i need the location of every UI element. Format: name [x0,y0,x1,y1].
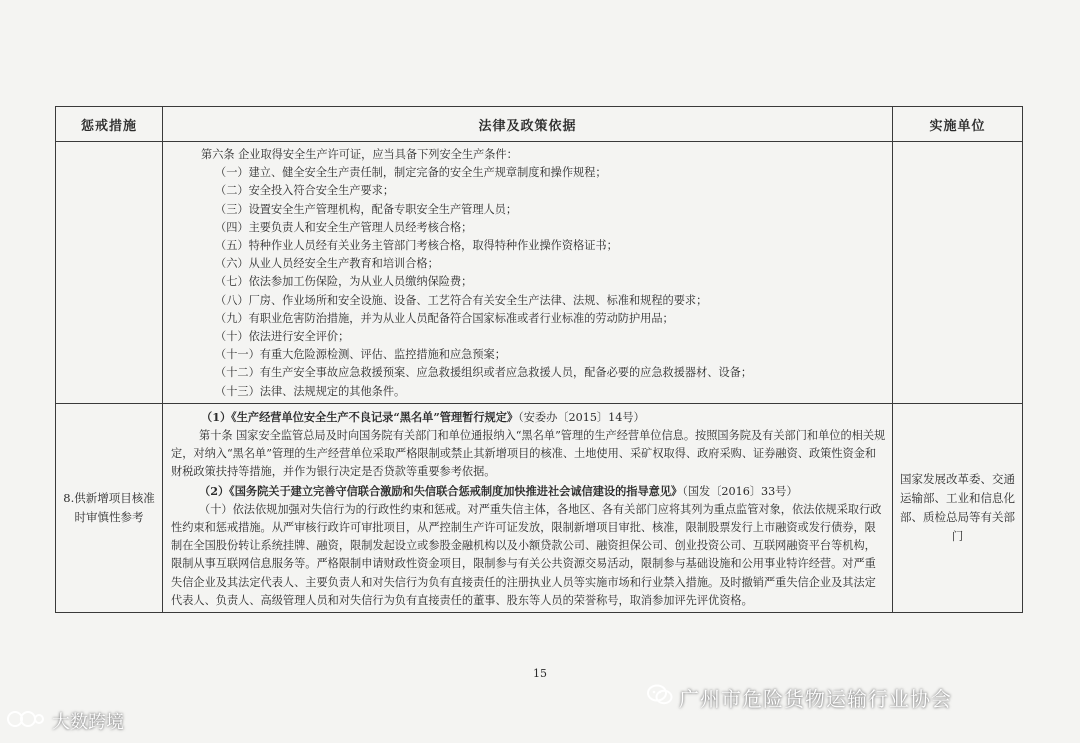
table-header-row [56,107,1023,142]
reference-1-title: （1）《生产经营单位安全生产不良记录“黑名单”管理暂行规定》 [201,409,519,424]
brand-logo-icon [6,708,46,735]
condition-item: （八）厂房、作业场所和安全设施、设备、工艺符合有关安全生产法律、法规、标准和规程的要求； [215,293,708,307]
reference-2-heading [171,482,886,501]
implementing-unit-label: 国家发展改革委、交通运输部、工业和信息化部、质检总局等有关部门 [900,471,1015,543]
measure-cell-empty [56,142,163,404]
reference-1-heading [171,408,886,427]
legal-basis-cell [163,142,893,404]
watermark-association [647,682,952,712]
reference-2-text: （十）依法依规加强对失信行为的行政性约束和惩戒。对严重失信主体，各地区、各有关部门应将其列为重点监管对象，依法依规采取行政性约束和惩戒措施。从严审核行政许可审批项目，从严控制生产许可证发放，限制新增项目审批、核准，限制股票发行上市融资或发行债券，限制在全国股份转让系统挂牌、融资，限制发起设立或参股金融机构以及小额贷款公司、融资担保公司、创业投资公司、互联网融资平台等机构，限制从事互联网信息服务等。严格限制申请财政性资金项目，限制参与有关公共资源交易活动，限制参与基础设施和公用事业特许经营。对严重失信企业及其法定代表人、主要负责人和对失信行为负有直接责任的注册执业人员等实施市场和行业禁入措施。及时撤销严重失信企业及其法定代表人、负责人、高级管理人员和对失信行为负有直接责任的董事、股东等人员的荣誉称号，取消参加评先评优资格。 [171,502,882,607]
unit-cell-empty [893,142,1023,404]
header-measures: 惩戒措施 [56,107,163,142]
condition-list [171,164,886,401]
legal-references [163,404,892,612]
condition-item: （十二）有生产安全事故应急救援预案、应急救援组织或者应急救援人员，配备必要的应急救援器材、设备； [215,366,753,380]
condition-item: （九）有职业危害防治措施，并为从业人员配备符合国家标准或者行业标准的劳动防护用品； [215,311,674,325]
reference-2-title: （2）《国务院关于建立完善守信联合激励和失信联合惩戒制度加快推进社会诚信建设的指导意见》 [199,483,683,498]
reference-1-doc-number: （安委办〔2015〕14号） [518,410,645,424]
condition-item: （一）建立、健全安全生产责任制，制定完备的安全生产规章制度和操作规程； [215,166,607,180]
wechat-icon [647,684,673,711]
condition-item: （五）特种作业人员经有关业务主管部门考核合格，取得特种作业操作资格证书； [215,239,618,253]
condition-item: （六）从业人员经安全生产教育和培训合格； [215,257,439,271]
watermark-brand-text: 大数跨境 [52,712,124,733]
watermark-brand [6,706,124,736]
legal-basis-cell [163,403,893,612]
table-row [56,403,1023,612]
header-implementing-unit: 实施单位 [893,107,1023,142]
table-row [56,142,1023,404]
reference-1-text: 第十条 国家安全监管总局及时向国务院有关部门和单位通报纳入“黑名单”管理的生产经营单位信息。按照国务院及有关部门和单位的相关规定，对纳入“黑名单”管理的生产经营单位采取严格限制或禁止其新增项目的核准、土地使用、采矿权取得、政府采购、证券融资、政策性资金和财税政策扶持等措施，并作为银行决定是否贷款等重要参考依据。 [171,429,886,479]
condition-item: （七）依法参加工伤保险，为从业人员缴纳保险费； [215,275,473,289]
condition-item: （四）主要负责人和安全生产管理人员经考核合格； [215,220,473,234]
condition-item: （二）安全投入符合安全生产要求； [215,184,395,198]
policy-table [55,106,1023,613]
condition-item: （十）依法进行安全评价； [215,330,350,344]
watermark-association-text: 广州市危险货物运输行业协会 [679,686,952,711]
measure-label: 8.供新增项目核准时审慎性参考 [63,490,155,524]
header-legal-basis: 法律及政策依据 [163,107,893,142]
article-six-text [163,142,892,403]
condition-item: （十一）有重大危险源检测、评估、监控措施和应急预案； [215,348,506,362]
condition-item: （十三）法律、法规规定的其他条件。 [215,384,406,398]
unit-cell [893,403,1023,612]
measure-cell [56,403,163,612]
condition-item: （三）设置安全生产管理机构，配备专职安全生产管理人员； [215,202,518,216]
reference-2-doc-number: （国发〔2016〕33号） [682,484,798,498]
article-intro: 第六条 企业取得安全生产许可证，应当具备下列安全生产条件： [201,148,518,161]
page-number: 15 [533,667,547,680]
